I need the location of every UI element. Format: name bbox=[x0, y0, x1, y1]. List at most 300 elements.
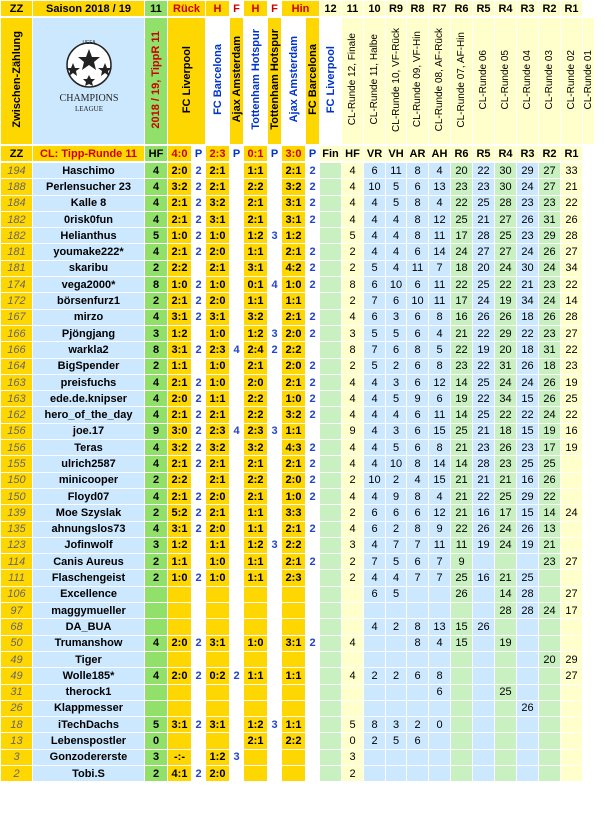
zz-count: 139 bbox=[1, 505, 33, 521]
round-score: 19 bbox=[495, 635, 517, 651]
tip-3 bbox=[244, 586, 268, 602]
round-score: 7 bbox=[407, 537, 429, 553]
round-score: 24 bbox=[495, 537, 517, 553]
col-ar: AR bbox=[407, 146, 429, 162]
round-score: 21 bbox=[539, 537, 561, 553]
participant-name: Teras bbox=[33, 440, 145, 456]
hf-points: 4 bbox=[145, 668, 168, 684]
round-score bbox=[495, 651, 517, 667]
tip-1: 1:1 bbox=[168, 554, 192, 570]
tip-1: 2:0 bbox=[168, 163, 192, 179]
col-r3: R3 bbox=[517, 146, 539, 162]
tip-3: 1:1 bbox=[244, 668, 268, 684]
team-col-7: FC Barcelona bbox=[306, 18, 320, 145]
round-score: 4 bbox=[364, 456, 386, 472]
tip-2: 3:1 bbox=[206, 211, 230, 227]
round-score: 6 bbox=[364, 521, 386, 537]
round-score bbox=[561, 537, 583, 553]
round-score: 17 bbox=[561, 603, 583, 619]
zz-count: 155 bbox=[1, 456, 33, 472]
round-score: 23 bbox=[517, 440, 539, 456]
round-score: 7 bbox=[429, 570, 451, 586]
col-ah: AH bbox=[429, 146, 451, 162]
round-col-r2: R2 bbox=[539, 1, 561, 17]
round-score: 26 bbox=[451, 586, 473, 602]
tip-4: 2:0 bbox=[282, 472, 306, 488]
round-score bbox=[342, 684, 364, 700]
round-score bbox=[320, 211, 342, 227]
round-score: 6 bbox=[386, 505, 407, 521]
round-score: 24 bbox=[517, 179, 539, 195]
tip-1: 3:2 bbox=[168, 440, 192, 456]
round-score bbox=[517, 765, 539, 781]
points-2 bbox=[230, 358, 244, 374]
round-number: 11 bbox=[145, 1, 168, 17]
tip-1: 2:1 bbox=[168, 456, 192, 472]
zz-count: 164 bbox=[1, 358, 33, 374]
round-score: 6 bbox=[364, 586, 386, 602]
round-score bbox=[342, 619, 364, 635]
points-1: 2 bbox=[192, 407, 206, 423]
round-score: 8 bbox=[429, 440, 451, 456]
points-1 bbox=[192, 554, 206, 570]
round-score bbox=[495, 749, 517, 765]
svg-text:UEFA: UEFA bbox=[81, 39, 96, 46]
round-score bbox=[320, 228, 342, 244]
round-score: 25 bbox=[451, 211, 473, 227]
zz-count: 50 bbox=[1, 635, 33, 651]
round-score: 22 bbox=[561, 407, 583, 423]
tipp-round-label: 2018 / 19, TippR 11 bbox=[145, 18, 168, 145]
tip-2: 1:2 bbox=[206, 749, 230, 765]
points-3 bbox=[268, 293, 282, 309]
table-row bbox=[1, 668, 583, 684]
tip-1: 2:1 bbox=[168, 195, 192, 211]
round-score: 15 bbox=[517, 505, 539, 521]
hf-points: 4 bbox=[145, 309, 168, 325]
round-score: 11 bbox=[429, 537, 451, 553]
round-score bbox=[364, 684, 386, 700]
points-3 bbox=[268, 440, 282, 456]
zz-count: 156 bbox=[1, 440, 33, 456]
tip-3: 1:1 bbox=[244, 554, 268, 570]
round-score: 2 bbox=[342, 570, 364, 586]
round-score bbox=[473, 749, 495, 765]
round-score bbox=[386, 635, 407, 651]
participant-name: ahnungslos73 bbox=[33, 521, 145, 537]
round-score bbox=[539, 619, 561, 635]
round-score bbox=[407, 603, 429, 619]
zz-count: 49 bbox=[1, 651, 33, 667]
round-score: 20 bbox=[451, 163, 473, 179]
round-score: 14 bbox=[451, 456, 473, 472]
round-score: 24 bbox=[473, 293, 495, 309]
round-score bbox=[429, 586, 451, 602]
round-header-12: CL-Runde 12, Finale bbox=[342, 18, 364, 145]
round-score: 4 bbox=[386, 244, 407, 260]
round-score: 23 bbox=[539, 554, 561, 570]
points-2-label: P bbox=[230, 146, 244, 162]
tip-3: 2:2 bbox=[244, 407, 268, 423]
points-2 bbox=[230, 472, 244, 488]
col-hf: HF bbox=[342, 146, 364, 162]
round-score: 21 bbox=[495, 570, 517, 586]
tip-1: 2:2 bbox=[168, 260, 192, 276]
points-4: 2 bbox=[306, 358, 320, 374]
tip-3: 1:1 bbox=[244, 570, 268, 586]
hf-points: 4 bbox=[145, 440, 168, 456]
round-score: 23 bbox=[517, 195, 539, 211]
tip-4: 3:2 bbox=[282, 407, 306, 423]
hf-points bbox=[145, 619, 168, 635]
round-score bbox=[561, 521, 583, 537]
round-score: 6 bbox=[407, 505, 429, 521]
points-1: 2 bbox=[192, 195, 206, 211]
round-score: 4 bbox=[342, 668, 364, 684]
hf-points: 0 bbox=[145, 733, 168, 749]
round-score bbox=[320, 472, 342, 488]
hf-points: 4 bbox=[145, 211, 168, 227]
round-col-r1: R1 bbox=[561, 1, 583, 17]
points-2: 4 bbox=[230, 423, 244, 439]
tip-3: 2:2 bbox=[244, 391, 268, 407]
points-2 bbox=[230, 635, 244, 651]
round-score: 28 bbox=[517, 603, 539, 619]
points-1 bbox=[192, 586, 206, 602]
round-score bbox=[386, 700, 407, 716]
hf-points: 9 bbox=[145, 423, 168, 439]
hf-points: 4 bbox=[145, 521, 168, 537]
hf-points: 3 bbox=[145, 325, 168, 341]
points-4 bbox=[306, 423, 320, 439]
points-3 bbox=[268, 668, 282, 684]
round-score: 21 bbox=[473, 211, 495, 227]
round-score bbox=[561, 684, 583, 700]
points-2 bbox=[230, 733, 244, 749]
tip-2: 1:0 bbox=[206, 325, 230, 341]
tip-3: 3:2 bbox=[244, 309, 268, 325]
tip-2: 1:0 bbox=[206, 277, 230, 293]
points-3: 3 bbox=[268, 325, 282, 341]
tip-4: 4:3 bbox=[282, 440, 306, 456]
round-score bbox=[451, 700, 473, 716]
zz-count: 111 bbox=[1, 570, 33, 586]
round-score: 8 bbox=[364, 717, 386, 733]
tip-2 bbox=[206, 700, 230, 716]
round-score: 9 bbox=[386, 488, 407, 504]
round-score bbox=[517, 684, 539, 700]
round-score bbox=[320, 407, 342, 423]
round-score: 27 bbox=[561, 244, 583, 260]
tip-1: 1:1 bbox=[168, 358, 192, 374]
round-score: 7 bbox=[364, 554, 386, 570]
points-2 bbox=[230, 293, 244, 309]
tip-4: 1:1 bbox=[282, 423, 306, 439]
points-2 bbox=[230, 260, 244, 276]
points-3: 3 bbox=[268, 228, 282, 244]
tip-2: 1:1 bbox=[206, 537, 230, 553]
points-2 bbox=[230, 440, 244, 456]
round-col-r4: R4 bbox=[495, 1, 517, 17]
round-score: 5 bbox=[364, 325, 386, 341]
participant-name: 0risk0fun bbox=[33, 211, 145, 227]
hf-col-label: HF bbox=[145, 146, 168, 162]
table-row bbox=[1, 244, 583, 260]
tip-4: 1:2 bbox=[282, 228, 306, 244]
round-score: 11 bbox=[429, 407, 451, 423]
round-score: 5 bbox=[386, 440, 407, 456]
round-score bbox=[320, 391, 342, 407]
round-col-r8: R8 bbox=[407, 1, 429, 17]
round-score: 23 bbox=[451, 179, 473, 195]
participant-name: Lebenspostler bbox=[33, 733, 145, 749]
table-row bbox=[1, 586, 583, 602]
round-score: 25 bbox=[473, 195, 495, 211]
table-row bbox=[1, 179, 583, 195]
hin-label: Hin bbox=[282, 1, 320, 17]
round-score bbox=[517, 635, 539, 651]
tip-1 bbox=[168, 651, 192, 667]
participant-name: minicooper bbox=[33, 472, 145, 488]
points-4: 2 bbox=[306, 260, 320, 276]
participant-name: maggymueller bbox=[33, 603, 145, 619]
round-score: 29 bbox=[517, 163, 539, 179]
tip-3: 0:1 bbox=[244, 277, 268, 293]
round-score bbox=[473, 554, 495, 570]
round-score bbox=[517, 619, 539, 635]
round-score bbox=[473, 668, 495, 684]
result-2: 2:3 bbox=[206, 146, 230, 162]
round-score: 15 bbox=[517, 391, 539, 407]
points-3 bbox=[268, 700, 282, 716]
champions-league-star-ball-icon bbox=[39, 35, 139, 125]
round-score: 8 bbox=[407, 342, 429, 358]
hf-points: 3 bbox=[145, 749, 168, 765]
table-row bbox=[1, 277, 583, 293]
round-score: 4 bbox=[429, 195, 451, 211]
round-score: 27 bbox=[495, 244, 517, 260]
round-score bbox=[320, 684, 342, 700]
round-score: 5 bbox=[386, 179, 407, 195]
points-3 bbox=[268, 309, 282, 325]
zz-count: 166 bbox=[1, 325, 33, 341]
tip-1: 3:1 bbox=[168, 717, 192, 733]
tip-1: 3:2 bbox=[168, 179, 192, 195]
points-2 bbox=[230, 374, 244, 390]
points-4: 2 bbox=[306, 244, 320, 260]
table-row bbox=[1, 163, 583, 179]
column-labels-row bbox=[0, 145, 583, 162]
round-score bbox=[320, 505, 342, 521]
round-score: 11 bbox=[429, 293, 451, 309]
round-score: 22 bbox=[495, 407, 517, 423]
round-header-04: CL-Runde 04 bbox=[517, 18, 539, 145]
round-score: 21 bbox=[473, 423, 495, 439]
tip-3: 2:1 bbox=[244, 733, 268, 749]
round-score: 4 bbox=[364, 374, 386, 390]
hf-points: 4 bbox=[145, 391, 168, 407]
tip-3 bbox=[244, 749, 268, 765]
points-1 bbox=[192, 749, 206, 765]
round-score: 25 bbox=[495, 228, 517, 244]
round-score bbox=[320, 700, 342, 716]
tip-3: 1:0 bbox=[244, 635, 268, 651]
col-vr: VR bbox=[364, 146, 386, 162]
hf-points: 4 bbox=[145, 635, 168, 651]
zz-count: 166 bbox=[1, 342, 33, 358]
round-score: 2 bbox=[342, 472, 364, 488]
round-score bbox=[320, 277, 342, 293]
round-score: 6 bbox=[386, 293, 407, 309]
round-score bbox=[320, 325, 342, 341]
round-score: 6 bbox=[429, 684, 451, 700]
team-col-4: Tottenham Hotspur bbox=[244, 18, 268, 145]
tip-3: 3:1 bbox=[244, 260, 268, 276]
points-2 bbox=[230, 211, 244, 227]
points-1 bbox=[192, 472, 206, 488]
tip-1 bbox=[168, 700, 192, 716]
round-score bbox=[386, 765, 407, 781]
zz-count: 184 bbox=[1, 195, 33, 211]
tip-4: 1:0 bbox=[282, 488, 306, 504]
points-3 bbox=[268, 635, 282, 651]
round-header-11: CL-Runde 11, Halbe bbox=[364, 18, 386, 145]
round-header-02: CL-Runde 02 bbox=[561, 18, 583, 145]
round-score bbox=[342, 700, 364, 716]
round-score: 4 bbox=[342, 179, 364, 195]
points-2 bbox=[230, 521, 244, 537]
round-score bbox=[364, 635, 386, 651]
points-3 bbox=[268, 407, 282, 423]
round-score: 21 bbox=[473, 472, 495, 488]
tip-2: 3:2 bbox=[206, 440, 230, 456]
round-score: 17 bbox=[451, 293, 473, 309]
points-2 bbox=[230, 586, 244, 602]
round-score: 5 bbox=[386, 554, 407, 570]
round-score: 25 bbox=[495, 684, 517, 700]
points-3: 3 bbox=[268, 423, 282, 439]
round-score: 26 bbox=[539, 391, 561, 407]
round-score: 22 bbox=[451, 521, 473, 537]
round-score: 24 bbox=[539, 260, 561, 276]
zz-count: 135 bbox=[1, 521, 33, 537]
participant-name: Floyd07 bbox=[33, 488, 145, 504]
round-score bbox=[561, 488, 583, 504]
tip-3: 2:0 bbox=[244, 374, 268, 390]
round-score: 4 bbox=[342, 374, 364, 390]
col-vh: VH bbox=[386, 146, 407, 162]
points-1: 2 bbox=[192, 488, 206, 504]
tip-2: 2:1 bbox=[206, 456, 230, 472]
round-score: 4 bbox=[364, 195, 386, 211]
points-4 bbox=[306, 537, 320, 553]
tip-2: 1:0 bbox=[206, 228, 230, 244]
tip-1: 5:2 bbox=[168, 505, 192, 521]
round-score bbox=[386, 603, 407, 619]
round-score: 23 bbox=[539, 277, 561, 293]
round-score: 6 bbox=[407, 374, 429, 390]
round-score bbox=[407, 586, 429, 602]
round-score: 6 bbox=[429, 391, 451, 407]
round-score bbox=[451, 603, 473, 619]
round-score: 22 bbox=[495, 277, 517, 293]
round-score: 4 bbox=[342, 391, 364, 407]
round-score bbox=[561, 749, 583, 765]
participant-name: Jofinwolf bbox=[33, 537, 145, 553]
round-score bbox=[320, 342, 342, 358]
points-2: 2 bbox=[230, 668, 244, 684]
round-score: 15 bbox=[451, 635, 473, 651]
round-score: 28 bbox=[495, 195, 517, 211]
round-score bbox=[451, 651, 473, 667]
table-row bbox=[1, 472, 583, 488]
round-score: 11 bbox=[451, 537, 473, 553]
round-score: 6 bbox=[386, 342, 407, 358]
points-4: 2 bbox=[306, 374, 320, 390]
round-score bbox=[429, 765, 451, 781]
round-score: 12 bbox=[429, 211, 451, 227]
points-2: 3 bbox=[230, 749, 244, 765]
round-score: 28 bbox=[517, 586, 539, 602]
round-score: 21 bbox=[451, 505, 473, 521]
zz-count: 150 bbox=[1, 488, 33, 504]
round-score bbox=[320, 603, 342, 619]
round-score: 3 bbox=[342, 749, 364, 765]
points-1 bbox=[192, 537, 206, 553]
round-score: 26 bbox=[473, 619, 495, 635]
round-score: 9 bbox=[451, 554, 473, 570]
round-score: 24 bbox=[539, 603, 561, 619]
round-score: 6 bbox=[407, 733, 429, 749]
tip-3 bbox=[244, 684, 268, 700]
round-score bbox=[517, 717, 539, 733]
participant-name: youmake222* bbox=[33, 244, 145, 260]
round-score: 2 bbox=[364, 668, 386, 684]
points-2 bbox=[230, 488, 244, 504]
points-4 bbox=[306, 765, 320, 781]
col-r6: R6 bbox=[451, 146, 473, 162]
round-score: 23 bbox=[473, 179, 495, 195]
tip-3 bbox=[244, 700, 268, 716]
round-score: 34 bbox=[495, 391, 517, 407]
tip-4: 2:1 bbox=[282, 244, 306, 260]
round-score: 4 bbox=[386, 407, 407, 423]
points-4 bbox=[306, 586, 320, 602]
round-score bbox=[320, 179, 342, 195]
tip-3: 2:1 bbox=[244, 195, 268, 211]
tip-1: 2:2 bbox=[168, 472, 192, 488]
round-score: 20 bbox=[539, 651, 561, 667]
round-score: 7 bbox=[364, 342, 386, 358]
round-score: 27 bbox=[539, 179, 561, 195]
round-score: 2 bbox=[342, 554, 364, 570]
points-4 bbox=[306, 733, 320, 749]
tip-4 bbox=[282, 749, 306, 765]
round-score: 23 bbox=[473, 440, 495, 456]
tip-2: 2:1 bbox=[206, 179, 230, 195]
round-score: 29 bbox=[561, 651, 583, 667]
round-score bbox=[320, 537, 342, 553]
round-score: 19 bbox=[517, 537, 539, 553]
tip-2: 2:3 bbox=[206, 423, 230, 439]
tip-2 bbox=[206, 651, 230, 667]
tip-4: 2:2 bbox=[282, 342, 306, 358]
tip-2: 2:0 bbox=[206, 244, 230, 260]
tip-4: 2:3 bbox=[282, 570, 306, 586]
round-header-06: CL-Runde 06 bbox=[473, 18, 495, 145]
round-score: 4 bbox=[386, 570, 407, 586]
table-row bbox=[1, 684, 583, 700]
